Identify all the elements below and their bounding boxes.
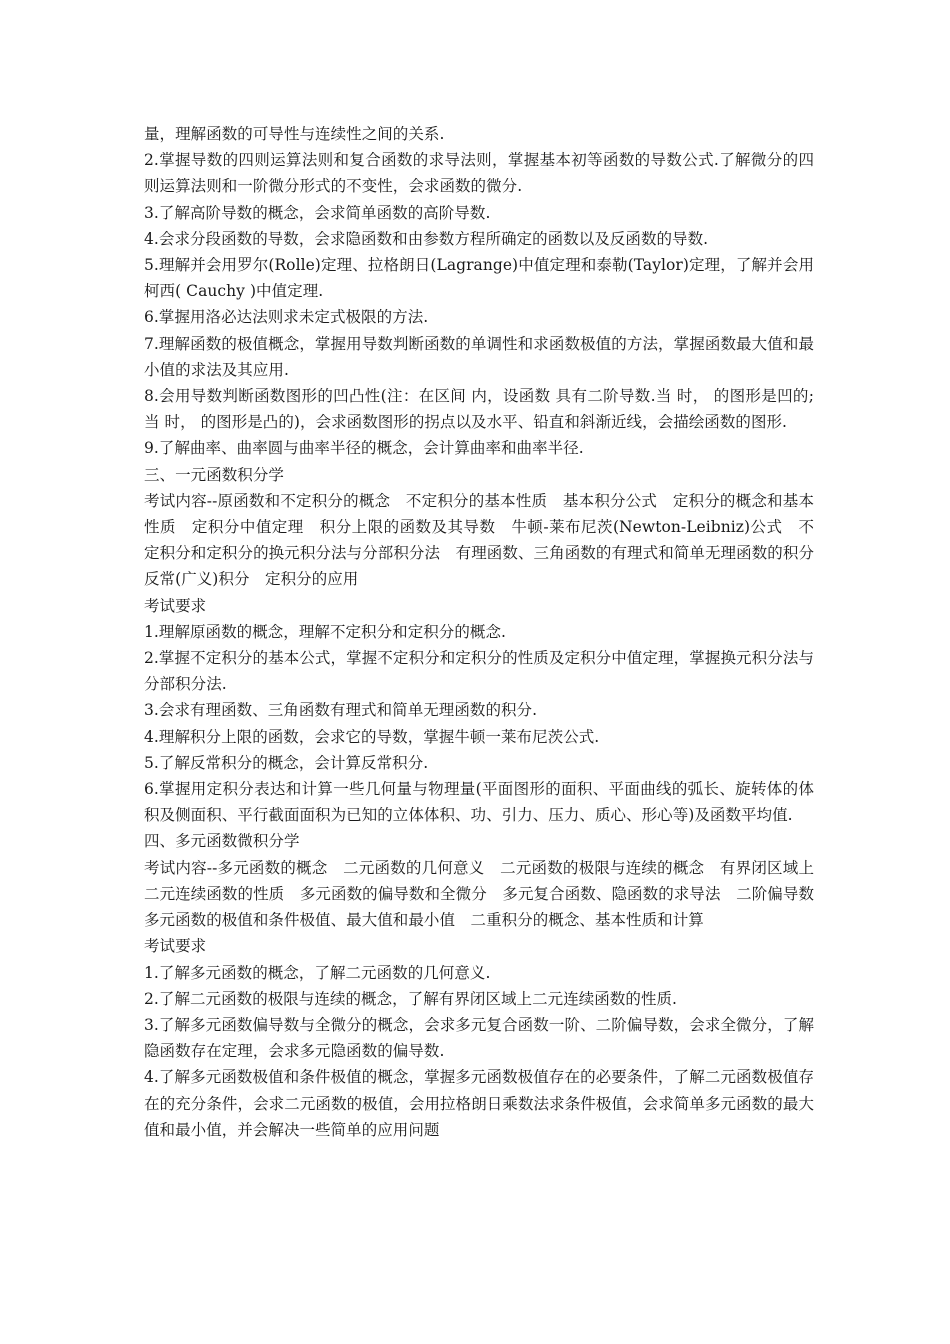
text-line: 4.了解多元函数极值和条件极值的概念，掌握多元函数极值存在的必要条件，了解二元函数极值存在的充分条件，会求二元函数的极值，会用拉格朗日乘数法求条件极值，会求简单多元函数的最大值和最小值，并会解决一些简单的应用问题 xyxy=(144,1068,814,1139)
text-line: 8.会用导数判断函数图形的凹凸性(注：在区间 内，设函数 具有二阶导数.当 时， 的图形是凹的;当 时， 的图形是凸的)，会求函数图形的拐点以及水平、铅直和斜渐近线，会描绘函数的图形. xyxy=(144,387,814,432)
text-line: 2.掌握不定积分的基本公式，掌握不定积分和定积分的性质及定积分中值定理，掌握换元积分法与分部积分法. xyxy=(144,649,814,694)
section-heading: 三、一元函数积分学 xyxy=(144,465,284,484)
text-line: 1.了解多元函数的概念，了解二元函数的几何意义. xyxy=(144,963,491,982)
text-line: 3.了解高阶导数的概念，会求简单函数的高阶导数. xyxy=(144,203,491,222)
text-line: 6.掌握用定积分表达和计算一些几何量与物理量(平面图形的面积、平面曲线的弧长、旋转体的体积及侧面积、平行截面面积为已知的立体体积、功、引力、压力、质心、形心等)及函数平均值. xyxy=(144,780,814,825)
text-line: 5.理解并会用罗尔(Rolle)定理、拉格朗日(Lagrange)中值定理和泰勒(Taylor)定理，了解并会用柯西( Cauchy )中值定理. xyxy=(144,256,814,301)
text-line: 2.了解二元函数的极限与连续的概念，了解有界闭区域上二元连续函数的性质. xyxy=(144,989,678,1008)
document-body xyxy=(144,121,830,1143)
text-line: 3.了解多元函数偏导数与全微分的概念，会求多元复合函数一阶、二阶偏导数，会求全微分，了解隐函数存在定理，会求多元隐函数的偏导数. xyxy=(144,1015,814,1061)
subsection-heading: 考试要求 xyxy=(144,596,207,615)
text-line: 3.会求有理函数、三角函数有理式和简单无理函数的积分. xyxy=(144,701,538,720)
section-heading: 四、多元函数微积分学 xyxy=(144,832,300,851)
exam-content: 考试内容--原函数和不定积分的概念 不定积分的基本性质 基本积分公式 定积分的概念和基本性质 定积分中值定理 积分上限的函数及其导数 牛顿-莱布尼茨(Newton-Leibniz)公式 不定积分和定积分的换元积分法与分部积分法 有理函数、三角函数的有理式和简单无理函数的积分 反常(广义)积分 定积分的应用 xyxy=(144,491,830,589)
text-line: 9.了解曲率、曲率圆与曲率半径的概念，会计算曲率和曲率半径. xyxy=(144,439,584,458)
text-line: 量，理解函数的可导性与连续性之间的关系. xyxy=(144,125,445,143)
text-line: 4.会求分段函数的导数，会求隐函数和由参数方程所确定的函数以及反函数的导数. xyxy=(144,229,709,248)
text-line: 5.了解反常积分的概念，会计算反常积分. xyxy=(144,753,429,772)
subsection-heading: 考试要求 xyxy=(144,937,207,956)
text-line: 6.掌握用洛必达法则求未定式极限的方法. xyxy=(144,308,429,327)
exam-content: 考试内容--多元函数的概念 二元函数的几何意义 二元函数的极限与连续的概念 有界闭区域上二元连续函数的性质 多元函数的偏导数和全微分 多元复合函数、隐函数的求导法 二阶偏导数 多元函数的极值和条件极值、最大值和最小值 二重积分的概念、基本性质和计算 xyxy=(144,858,830,930)
text-line: 7.理解函数的极值概念，掌握用导数判断函数的单调性和求函数极值的方法，掌握函数最大值和最小值的求法及其应用. xyxy=(144,334,814,379)
text-line: 1.理解原函数的概念，理解不定积分和定积分的概念. xyxy=(144,622,506,641)
text-line: 4.理解积分上限的函数，会求它的导数，掌握牛顿一莱布尼茨公式. xyxy=(144,727,600,746)
text-line: 2.掌握导数的四则运算法则和复合函数的求导法则，掌握基本初等函数的导数公式.了解微分的四则运算法则和一阶微分形式的不变性，会求函数的微分. xyxy=(144,151,814,196)
